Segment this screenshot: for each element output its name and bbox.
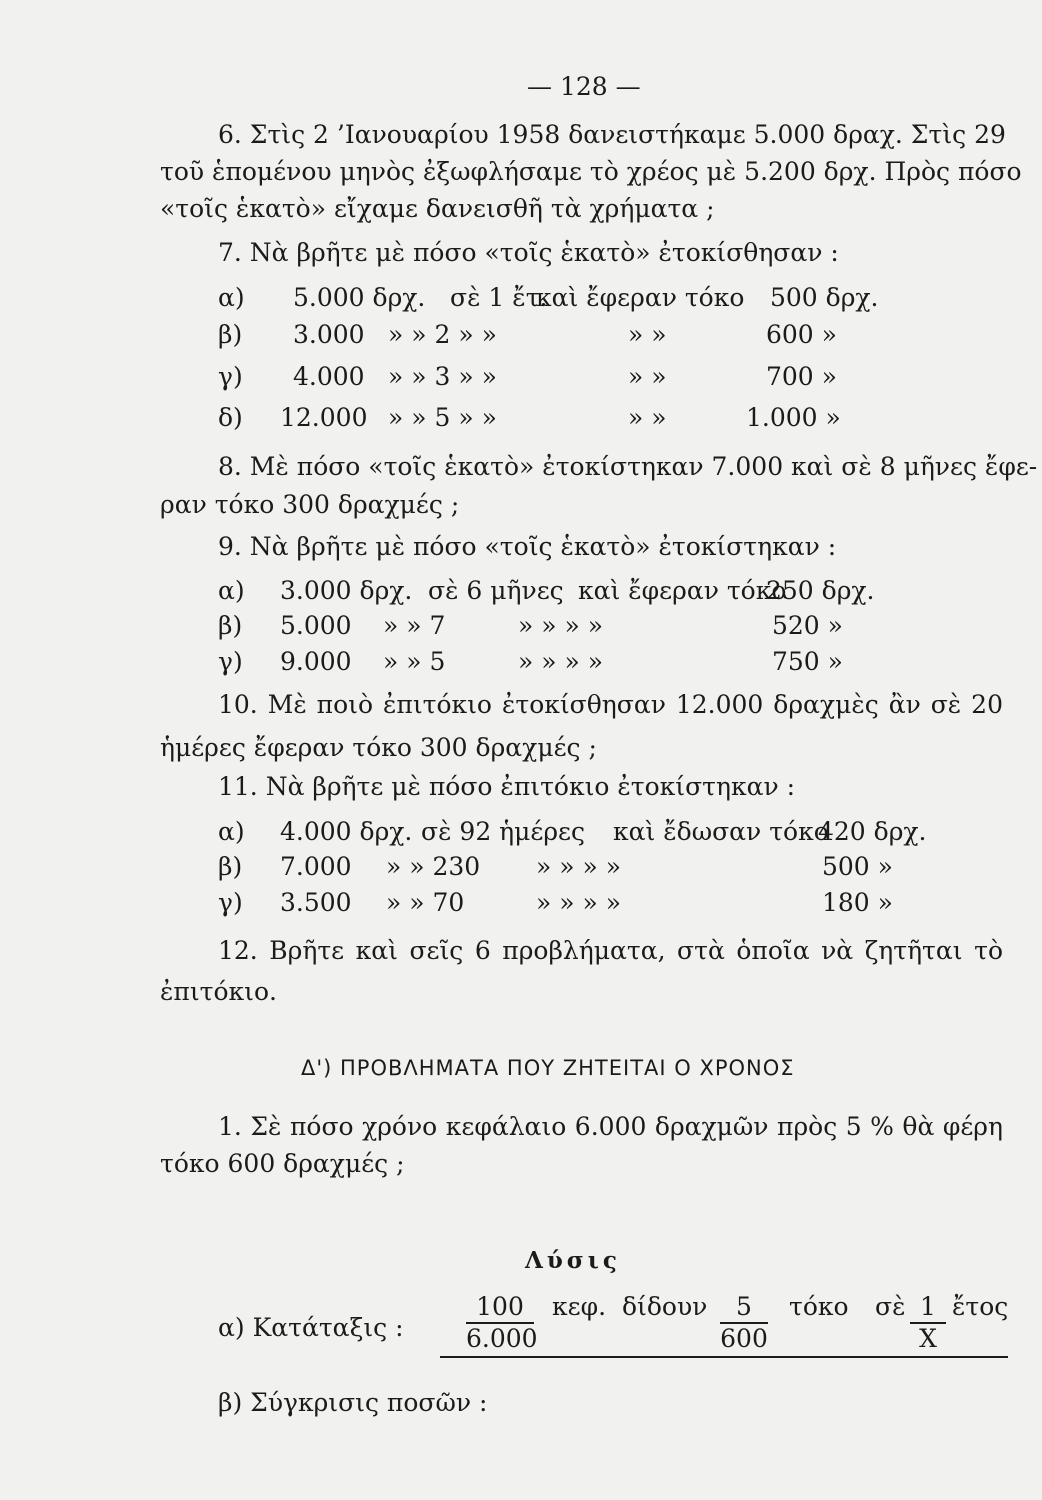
problem-8-line-2: ραν τόκο 300 δραχμές ; <box>160 490 460 519</box>
problem-9-intro: 9. Νὰ βρῆτε μὲ πόσο «τοῖς ἑκατὸ» ἐτοκίστηκαν : <box>218 532 837 561</box>
problem-11-row-a: α) 4.000 δρχ. σὲ 92 ἡμέρες καὶ ἔδωσαν τόκο 420 δρχ. <box>218 817 927 846</box>
fraction-capital-denominator: 6.000 <box>466 1324 538 1353</box>
fraction-capital <box>466 1292 538 1354</box>
problem-7-row-b: β) 3.000 » » 2 » » » » 600 » <box>218 320 837 349</box>
problem-8-line-1: 8. Μὲ πόσο «τοῖς ἑκατὸ» ἐτοκίστηκαν 7.000 καὶ σὲ 8 μῆνες ἔφε- <box>218 452 1038 481</box>
word-etos: ἔτος <box>952 1292 1009 1321</box>
word-kef: κεφ. <box>552 1292 607 1321</box>
fraction-time <box>910 1292 946 1354</box>
problem-7-row-c: γ) 4.000 » » 3 » » » » 700 » <box>218 362 837 391</box>
problem-9-row-b: β) 5.000 » » 7 » » » » 520 » <box>218 611 843 640</box>
fraction-interest <box>720 1292 768 1354</box>
problem-12-line-1: 12. Βρῆτε καὶ σεῖς 6 προβλήματα, στὰ ὁποῖα νὰ ζητῆται τὸ <box>218 936 1003 965</box>
problem-6-line-1: 6. Στὶς 2 ’Ιανουαρίου 1958 δανειστήκαμε 5.000 δραχ. Στὶς 29 <box>218 120 1006 149</box>
problem-7-intro: 7. Νὰ βρῆτε μὲ πόσο «τοῖς ἑκατὸ» ἐτοκίσθησαν : <box>218 238 839 267</box>
problem-10-line-2: ἡμέρες ἔφεραν τόκο 300 δραχμές ; <box>160 733 597 762</box>
word-didoun: δίδουν <box>622 1292 708 1321</box>
fraction-interest-denominator: 600 <box>720 1324 768 1353</box>
fraction-capital-numerator: 100 <box>466 1292 534 1324</box>
word-se: σὲ <box>875 1292 906 1321</box>
problem-11-intro: 11. Νὰ βρῆτε μὲ πόσο ἐπιτόκιο ἐτοκίστηκαν : <box>218 772 796 801</box>
section-problem-1-line-1: 1. Σὲ πόσο χρόνο κεφάλαιο 6.000 δραχμῶν πρὸς 5 % θὰ φέρη <box>218 1112 1003 1141</box>
solution-title: Λύσις <box>525 1247 621 1274</box>
solution-rule <box>440 1356 1008 1358</box>
problem-10-line-1: 10. Μὲ ποιὸ ἐπιτόκιο ἐτοκίσθησαν 12.000 δραχμὲς ἂν σὲ 20 <box>218 690 1003 719</box>
problem-7-row-a: α) 5.000 δρχ. σὲ 1 ἔτ. καὶ ἔφεραν τόκο 500 δρχ. <box>218 283 879 312</box>
problem-11-row-b: β) 7.000 » » 230 » » » » 500 » <box>218 852 893 881</box>
problem-6-line-3: «τοῖς ἑκατὸ» εἴχαμε δανεισθῆ τὰ χρήματα ; <box>160 194 715 223</box>
problem-9-row-c: γ) 9.000 » » 5 » » » » 750 » <box>218 647 843 676</box>
classification-label: α) Κατάταξις : <box>218 1313 404 1342</box>
problem-6-line-2: τοῦ ἑπομένου μηνὸς ἐξωφλήσαμε τὸ χρέος μὲ 5.200 δρχ. Πρὸς πόσο <box>160 157 1022 186</box>
problem-9-row-a: α) 3.000 δρχ. σὲ 6 μῆνες καὶ ἔφεραν τόκο 250 δρχ. <box>218 576 875 605</box>
section-heading: Δ') ΠΡΟΒΛΗΜΑΤΑ ΠΟΥ ΖΗΤΕΙΤΑΙ Ο ΧΡΟΝΟΣ <box>301 1056 795 1080</box>
problem-11-row-c: γ) 3.500 » » 70 » » » » 180 » <box>218 888 893 917</box>
page-number: — 128 — <box>527 72 641 101</box>
comparison-label: β) Σύγκρισις ποσῶν : <box>218 1388 488 1417</box>
fraction-time-numerator: 1 <box>910 1292 946 1324</box>
fraction-time-denominator: X <box>919 1324 937 1353</box>
section-problem-1-line-2: τόκο 600 δραχμές ; <box>160 1149 405 1178</box>
fraction-interest-numerator: 5 <box>720 1292 768 1324</box>
problem-7-row-d: δ) 12.000 » » 5 » » » » 1.000 » <box>218 403 841 432</box>
problem-12-line-2: ἐπιτόκιο. <box>160 977 277 1006</box>
word-toko: τόκο <box>789 1292 849 1321</box>
